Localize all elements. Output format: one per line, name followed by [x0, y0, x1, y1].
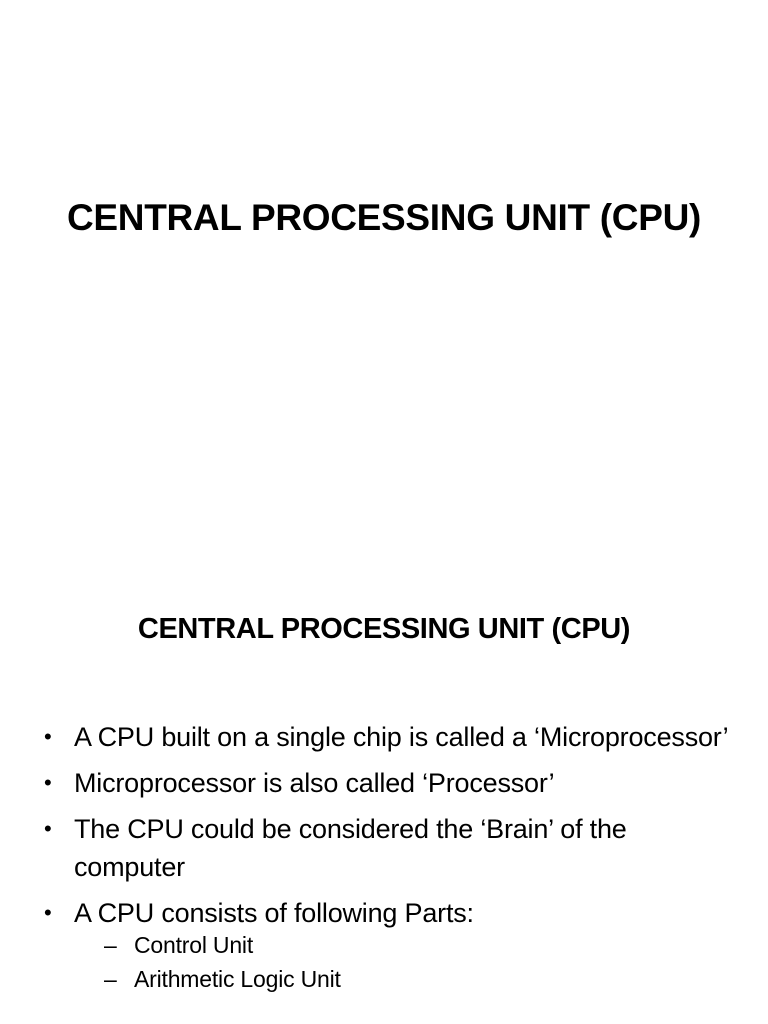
- sub-bullet-item: [104, 964, 744, 994]
- bullet-icon: •: [44, 900, 52, 925]
- bullet-item: [44, 764, 744, 802]
- sub-bullet-text: Arithmetic Logic Unit: [134, 966, 341, 992]
- bullet-item: [44, 894, 744, 994]
- bullet-list: [44, 718, 744, 1002]
- dash-icon: –: [104, 932, 117, 958]
- bullet-icon: •: [44, 724, 52, 749]
- slide-content: [0, 576, 768, 1024]
- sub-bullet-list: [104, 930, 744, 994]
- slide-1-title: CENTRAL PROCESSING UNIT (CPU): [66, 197, 702, 238]
- bullet-text: A CPU consists of following Parts:: [74, 898, 474, 928]
- bullet-text: The CPU could be considered the ‘Brain’ of the computer: [74, 814, 627, 882]
- sub-bullet-text: Control Unit: [134, 932, 254, 958]
- dash-icon: –: [104, 966, 117, 992]
- bullet-item: [44, 718, 744, 756]
- bullet-icon: •: [44, 770, 52, 795]
- bullet-text: Microprocessor is also called ‘Processor’: [74, 768, 555, 798]
- sub-bullet-item: [104, 930, 744, 960]
- bullet-icon: •: [44, 816, 52, 841]
- bullet-item: [44, 810, 744, 886]
- bullet-text: A CPU built on a single chip is called a ‘Microprocessor’: [74, 722, 729, 752]
- slide-2-title: CENTRAL PROCESSING UNIT (CPU): [137, 613, 631, 645]
